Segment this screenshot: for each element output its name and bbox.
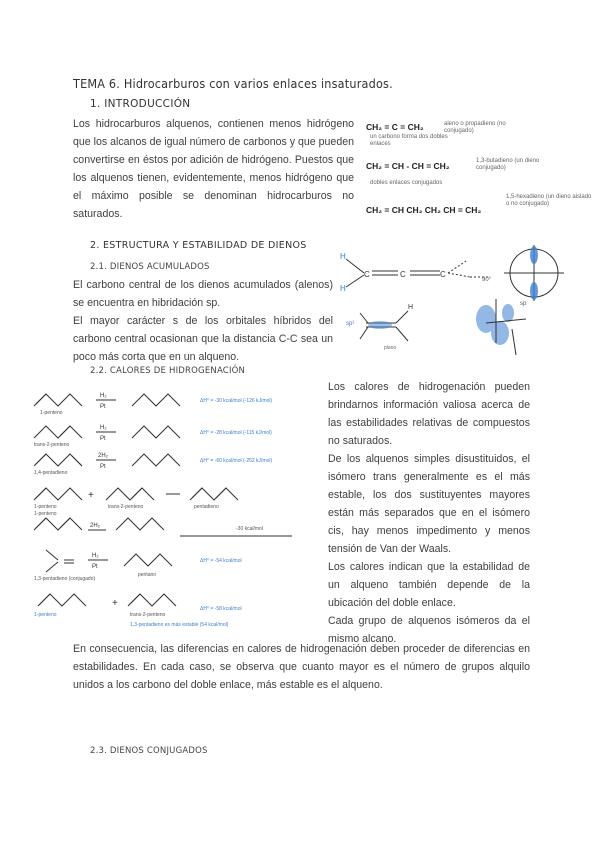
r4-a2: 1-penteno: [34, 511, 57, 517]
formula-butadiene-note: 1,3-butadieno (un dieno conjugado): [476, 158, 540, 171]
allene-h2: H: [340, 284, 346, 293]
reagent-pt-2: Pt: [100, 436, 106, 442]
r6-dh: ΔH° = -54 kcal/mol: [200, 558, 242, 564]
orbital-h: H: [408, 304, 414, 311]
r4-c: pentadieno: [194, 504, 219, 510]
intro-text: Los hidrocarburos alquenos, contienen menos hidrógeno que los alcanos de igual número de carbonos y que pueden convertirse en éstos por adición de hidrógeno. Puestos que los alquenos tienen, evidentemente, menos hidrógeno que el máximo posible se denominan hidrocarburos no saturados.: [73, 118, 354, 220]
r6-label: 1,3-pentadieno (conjugado): [34, 576, 96, 582]
r4-b: trans-2-penteno: [108, 504, 144, 510]
orbital-plane: plano: [384, 345, 397, 351]
r1-dh: ΔH° = -30 kcal/mol (-126 kJ/mol): [200, 398, 273, 404]
allene-diagram: [336, 243, 566, 358]
formula-hexadiene-note: 1,5-hexadieno (un dieno aislado o no conjugado): [506, 194, 592, 207]
reagent-2h2-3: 2H₂: [98, 453, 108, 459]
section2-heading: 2. ESTRUCTURA Y ESTABILIDAD DE DIENOS: [90, 240, 307, 251]
intro-paragraph: [73, 115, 354, 223]
formula-allene-sub: un carbono forma dos dobles enlaces: [370, 134, 448, 147]
allene-deg: 90°: [482, 277, 492, 283]
allene-c2: C: [400, 270, 406, 279]
lobe-sp: sp: [520, 301, 527, 307]
conclusion-text: En consecuencia, las diferencias en calores de hidrogenación deben proceder de diferencias en estabilidades. En cada caso, se observa que cuanto mayor es el número de grupos alquilo unidos a los carbono del doble enlace, más estable es el alqueno.: [73, 643, 530, 691]
allene-c3: C: [440, 270, 446, 279]
reagent-h2-6: H₂: [92, 553, 99, 559]
allene-h1: H: [340, 252, 346, 261]
section22-right-paragraph: [328, 378, 530, 648]
plus-sign-1: +: [88, 490, 94, 501]
formula-butadiene-sub: dobles enlaces conjugados: [370, 180, 443, 186]
reagent-h2-2: H₂: [100, 425, 107, 431]
formula-hexadiene: CH₂ = CH CH₂ CH₂ CH = CH₂: [366, 205, 482, 215]
conclusion-paragraph: [73, 640, 530, 694]
section22-heading: 2.2. CALORES DE HIDROGENACIÓN: [90, 366, 246, 376]
reagent-pt-3: Pt: [100, 464, 106, 470]
section21-paragraph: [73, 276, 333, 366]
section21-heading: 2.1. DIENOS ACUMULADOS: [90, 262, 210, 272]
diene-formulas: [366, 118, 596, 228]
r2-label: trans-2-penteno: [34, 442, 70, 448]
r7-b: trans-2-penteno: [130, 612, 166, 618]
r3-label: 1,4-pentadieno: [34, 470, 68, 476]
r7-a: 1-penteno: [34, 612, 57, 618]
r7-note: 1,3-pentadieno es más estable (54 kcal/mol): [130, 622, 229, 628]
section21-text2: El mayor carácter s de los orbitales híbridos del carbono central ocasionan que la distancia C-C sea un poco más corta que en un alqueno.: [73, 315, 333, 363]
plus-sign-2: +: [112, 598, 118, 609]
reagent-h2-1: H₂: [100, 393, 107, 399]
reagent-pt-6: Pt: [92, 564, 98, 570]
section23-heading: 2.3. DIENOS CONJUGADOS: [90, 746, 208, 756]
r6-product: pentano: [138, 572, 157, 578]
reagent-pt-1: Pt: [100, 404, 106, 410]
allene-c1: C: [364, 270, 370, 279]
hydrogenation-reactions: [30, 380, 325, 638]
s22-right-3: Los calores indican que la estabilidad de un alqueno también depende de la ubicación del doble enlace.: [328, 561, 530, 609]
s22-right-2: De los alquenos simples disustituidos, el isómero trans generalmente es el más estable, los dos sustituyentes mayores están más separados que en el isómero cis, hay menos impedimento y menos tensión de Van der Waals.: [328, 453, 530, 555]
formula-allene: CH₂ = C = CH₂: [366, 122, 424, 132]
reagent-2h2-5: 2H₂: [90, 523, 100, 529]
r4-a: 1-penteno: [34, 504, 57, 510]
section21-text1: El carbono central de los dienos acumulados (alenos) se encuentra en hibridación sp.: [73, 279, 333, 309]
formula-allene-note: aleno o propadieno (no conjugado): [444, 121, 506, 134]
s22-right-4: Cada grupo de alquenos isómeros da el mismo alcano.: [328, 615, 530, 645]
s22-right-1: Los calores de hidrogenación pueden brindarnos información valiosa acerca de las estabilidades relativas de compuestos no saturados.: [328, 381, 530, 447]
page-title: TEMA 6. Hidrocarburos con varios enlaces insaturados.: [73, 76, 393, 91]
r3-dh: ΔH° = -60 kcal/mol (-252 kJ/mol): [200, 458, 273, 464]
r5-dh: -30 kcal/mol: [236, 526, 263, 532]
r2-dh: ΔH° = -28 kcal/mol (-115 kJ/mol): [200, 430, 272, 436]
formula-butadiene: CH₂ = CH - CH = CH₂: [366, 161, 450, 171]
orbital-sp: sp²: [346, 321, 355, 327]
r7-dh: ΔH° = -58 kcal/mol: [200, 606, 242, 612]
intro-heading: 1. INTRODUCCIÓN: [90, 98, 191, 110]
r1-label: 1-penteno: [40, 410, 63, 416]
